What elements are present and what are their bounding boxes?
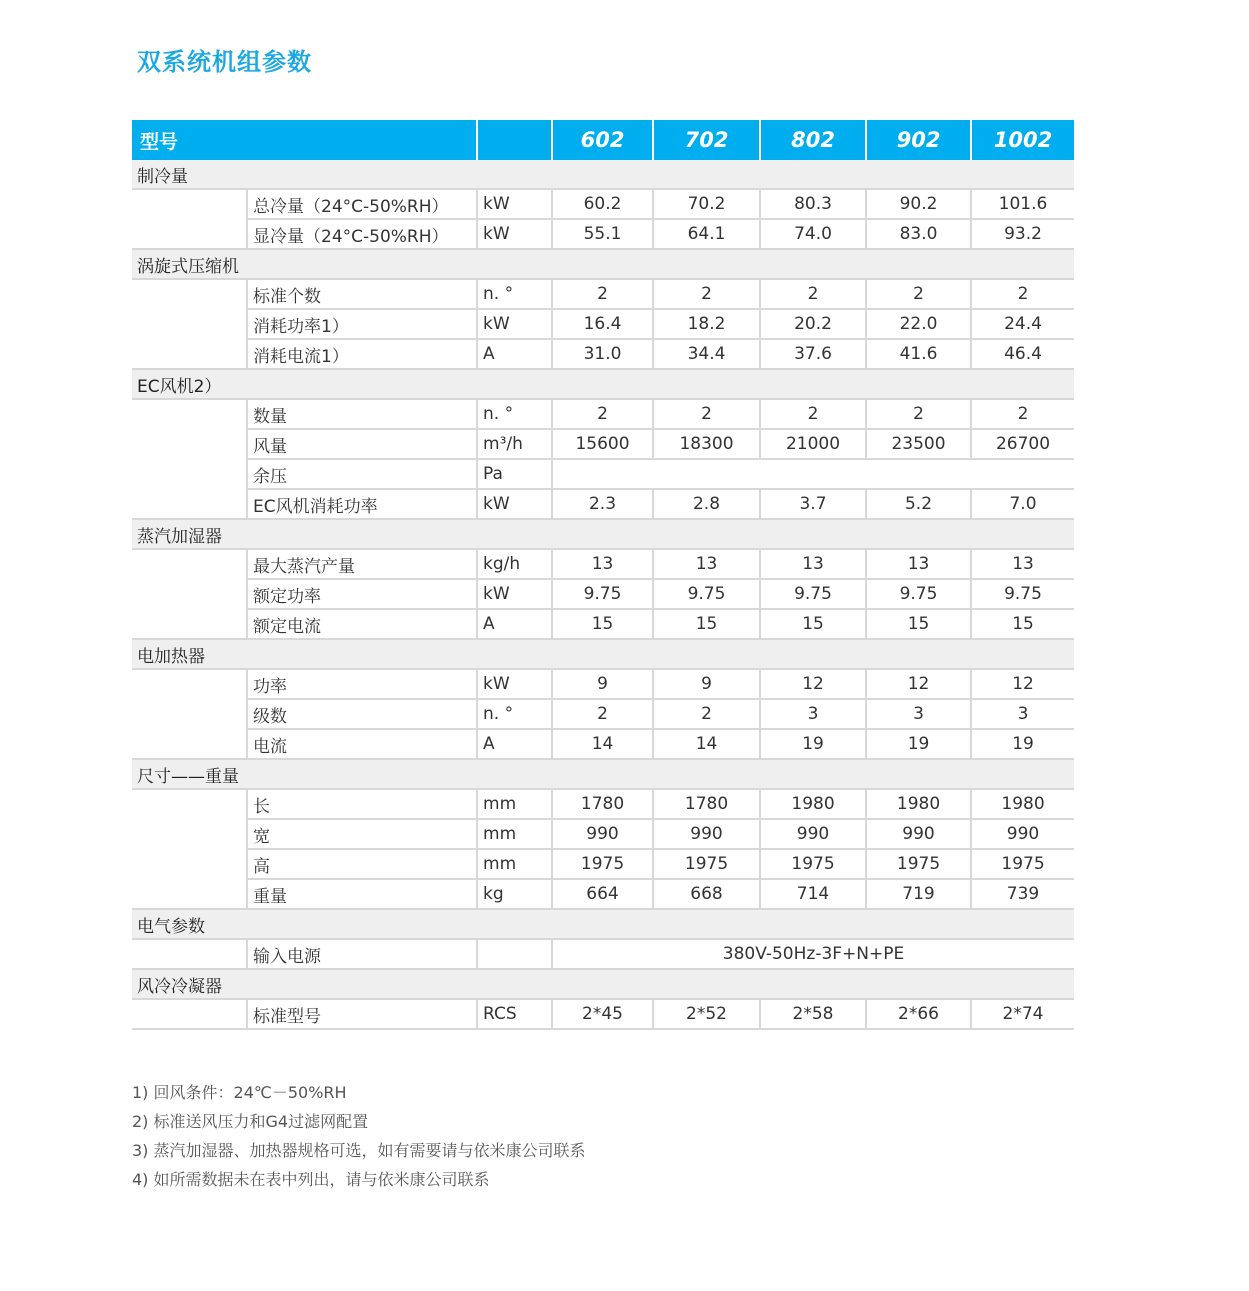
header-model-702: 702 xyxy=(653,120,760,160)
table-row xyxy=(132,579,1074,609)
header-unit-cell xyxy=(477,120,552,160)
value-cell: 13 xyxy=(971,549,1074,579)
value-cell: 2 xyxy=(552,399,653,429)
row-label: 电流 xyxy=(247,729,477,759)
category-spacer xyxy=(132,549,247,579)
category-spacer xyxy=(132,699,247,729)
table-row xyxy=(132,609,1074,639)
table-row xyxy=(132,459,1074,489)
value-cell: 55.1 xyxy=(552,219,653,249)
value-cell: 2*52 xyxy=(653,999,760,1029)
row-label: 宽 xyxy=(247,819,477,849)
category-spacer xyxy=(132,879,247,909)
value-cell: 9.75 xyxy=(971,579,1074,609)
section-row xyxy=(132,909,1074,939)
row-unit: kW xyxy=(477,219,552,249)
value-cell: 20.2 xyxy=(760,309,866,339)
table-row xyxy=(132,879,1074,909)
row-label: 消耗功率1） xyxy=(247,309,477,339)
row-label: 消耗电流1） xyxy=(247,339,477,369)
value-cell: 2 xyxy=(653,699,760,729)
category-spacer xyxy=(132,489,247,519)
section-title: 风冷冷凝器 xyxy=(132,969,1074,999)
value-cell: 9.75 xyxy=(552,579,653,609)
value-cell: 1980 xyxy=(760,789,866,819)
row-unit: kW xyxy=(477,309,552,339)
value-cell: 664 xyxy=(552,879,653,909)
value-cell: 9 xyxy=(552,669,653,699)
value-cell: 83.0 xyxy=(866,219,971,249)
value-cell: 7.0 xyxy=(971,489,1074,519)
value-cell: 739 xyxy=(971,879,1074,909)
value-cell: 12 xyxy=(971,669,1074,699)
table-row xyxy=(132,999,1074,1029)
value-cell: 2.8 xyxy=(653,489,760,519)
value-cell: 15 xyxy=(866,609,971,639)
value-cell: 14 xyxy=(653,729,760,759)
value-cell: 1975 xyxy=(971,849,1074,879)
value-cell: 2*58 xyxy=(760,999,866,1029)
value-cell: 64.1 xyxy=(653,219,760,249)
value-cell: 3 xyxy=(760,699,866,729)
category-spacer xyxy=(132,219,247,249)
row-unit: n. ° xyxy=(477,279,552,309)
category-spacer xyxy=(132,789,247,819)
table-row xyxy=(132,189,1074,219)
value-cell: 37.6 xyxy=(760,339,866,369)
row-unit: A xyxy=(477,729,552,759)
section-title: 电加热器 xyxy=(132,639,1074,669)
section-title: 蒸汽加湿器 xyxy=(132,519,1074,549)
value-cell: 1975 xyxy=(760,849,866,879)
value-cell: 74.0 xyxy=(760,219,866,249)
value-cell: 13 xyxy=(866,549,971,579)
header-model-802: 802 xyxy=(760,120,866,160)
category-spacer xyxy=(132,279,247,309)
category-spacer xyxy=(132,429,247,459)
row-unit: mm xyxy=(477,819,552,849)
table-row xyxy=(132,429,1074,459)
row-unit: Pa xyxy=(477,459,552,489)
value-cell: 5.2 xyxy=(866,489,971,519)
value-cell: 2 xyxy=(760,399,866,429)
category-spacer xyxy=(132,819,247,849)
section-title: 电气参数 xyxy=(132,909,1074,939)
value-cell: 41.6 xyxy=(866,339,971,369)
value-cell: 12 xyxy=(760,669,866,699)
value-cell: 19 xyxy=(866,729,971,759)
value-cell: 9 xyxy=(653,669,760,699)
section-title: EC风机2） xyxy=(132,369,1074,399)
category-spacer xyxy=(132,399,247,429)
row-label: 标准型号 xyxy=(247,999,477,1029)
value-cell: 1980 xyxy=(866,789,971,819)
value-cell: 2 xyxy=(552,699,653,729)
value-cell: 2 xyxy=(653,399,760,429)
header-model-label: 型号 xyxy=(132,120,477,160)
row-label: 余压 xyxy=(247,459,477,489)
value-cell: 93.2 xyxy=(971,219,1074,249)
value-cell: 13 xyxy=(760,549,866,579)
row-unit: A xyxy=(477,609,552,639)
section-row xyxy=(132,249,1074,279)
spec-table xyxy=(132,120,1074,1030)
row-label: 最大蒸汽产量 xyxy=(247,549,477,579)
section-row xyxy=(132,759,1074,789)
value-cell: 2*66 xyxy=(866,999,971,1029)
value-cell: 2.3 xyxy=(552,489,653,519)
category-spacer xyxy=(132,459,247,489)
row-unit: m³/h xyxy=(477,429,552,459)
value-cell: 14 xyxy=(552,729,653,759)
section-title: 制冷量 xyxy=(132,160,1074,189)
row-unit xyxy=(477,939,552,969)
value-cell: 15 xyxy=(552,609,653,639)
value-cell: 15 xyxy=(971,609,1074,639)
value-cell: 2*74 xyxy=(971,999,1074,1029)
row-label: 功率 xyxy=(247,669,477,699)
value-cell: 990 xyxy=(760,819,866,849)
category-spacer xyxy=(132,999,247,1029)
row-unit: RCS xyxy=(477,999,552,1029)
value-cell: 2 xyxy=(653,279,760,309)
table-row xyxy=(132,669,1074,699)
value-cell: 2 xyxy=(866,399,971,429)
value-cell: 18.2 xyxy=(653,309,760,339)
row-label: EC风机消耗功率 xyxy=(247,489,477,519)
table-row xyxy=(132,279,1074,309)
value-cell: 1780 xyxy=(653,789,760,819)
footnote: 3) 蒸汽加湿器、加热器规格可选，如有需要请与依米康公司联系 xyxy=(132,1141,586,1160)
value-cell: 12 xyxy=(866,669,971,699)
header-model-902: 902 xyxy=(866,120,971,160)
category-spacer xyxy=(132,669,247,699)
table-row xyxy=(132,309,1074,339)
row-unit: kW xyxy=(477,489,552,519)
spec-table-body xyxy=(132,160,1074,1029)
section-row xyxy=(132,639,1074,669)
merged-value-cell xyxy=(552,459,1074,489)
value-cell: 16.4 xyxy=(552,309,653,339)
value-cell: 46.4 xyxy=(971,339,1074,369)
row-unit: kW xyxy=(477,669,552,699)
row-unit: A xyxy=(477,339,552,369)
value-cell: 90.2 xyxy=(866,189,971,219)
value-cell: 668 xyxy=(653,879,760,909)
row-label: 高 xyxy=(247,849,477,879)
value-cell: 3 xyxy=(971,699,1074,729)
table-row xyxy=(132,489,1074,519)
value-cell: 2*45 xyxy=(552,999,653,1029)
row-unit: mm xyxy=(477,789,552,819)
value-cell: 15 xyxy=(760,609,866,639)
row-unit: kW xyxy=(477,579,552,609)
row-label: 输入电源 xyxy=(247,939,477,969)
value-cell: 24.4 xyxy=(971,309,1074,339)
value-cell: 1780 xyxy=(552,789,653,819)
row-unit: mm xyxy=(477,849,552,879)
row-unit: n. ° xyxy=(477,699,552,729)
value-cell: 19 xyxy=(971,729,1074,759)
value-cell: 15600 xyxy=(552,429,653,459)
table-row xyxy=(132,729,1074,759)
section-row xyxy=(132,160,1074,189)
value-cell: 719 xyxy=(866,879,971,909)
row-unit: n. ° xyxy=(477,399,552,429)
value-cell: 990 xyxy=(653,819,760,849)
table-row xyxy=(132,849,1074,879)
footnote: 2) 标准送风压力和G4过滤网配置 xyxy=(132,1112,369,1131)
merged-value-cell: 380V-50Hz-3F+N+PE xyxy=(552,939,1074,969)
category-spacer xyxy=(132,609,247,639)
page-title: 双系统机组参数 xyxy=(137,48,312,76)
category-spacer xyxy=(132,729,247,759)
value-cell: 2 xyxy=(760,279,866,309)
value-cell: 9.75 xyxy=(653,579,760,609)
value-cell: 990 xyxy=(971,819,1074,849)
table-row xyxy=(132,819,1074,849)
header-model-1002: 1002 xyxy=(971,120,1074,160)
value-cell: 31.0 xyxy=(552,339,653,369)
value-cell: 1975 xyxy=(653,849,760,879)
footnotes xyxy=(132,1078,586,1194)
value-cell: 60.2 xyxy=(552,189,653,219)
section-row xyxy=(132,969,1074,999)
value-cell: 3.7 xyxy=(760,489,866,519)
table-row xyxy=(132,549,1074,579)
row-label: 总冷量（24°C-50%RH） xyxy=(247,189,477,219)
value-cell: 2 xyxy=(971,399,1074,429)
value-cell: 990 xyxy=(552,819,653,849)
value-cell: 13 xyxy=(653,549,760,579)
value-cell: 2 xyxy=(971,279,1074,309)
category-spacer xyxy=(132,339,247,369)
row-label: 额定功率 xyxy=(247,579,477,609)
value-cell: 101.6 xyxy=(971,189,1074,219)
category-spacer xyxy=(132,939,247,969)
table-row xyxy=(132,789,1074,819)
value-cell: 23500 xyxy=(866,429,971,459)
row-unit: kg/h xyxy=(477,549,552,579)
value-cell: 70.2 xyxy=(653,189,760,219)
row-unit: kW xyxy=(477,189,552,219)
section-title: 尺寸——重量 xyxy=(132,759,1074,789)
row-unit: kg xyxy=(477,879,552,909)
category-spacer xyxy=(132,309,247,339)
value-cell: 13 xyxy=(552,549,653,579)
value-cell: 990 xyxy=(866,819,971,849)
table-row xyxy=(132,399,1074,429)
row-label: 额定电流 xyxy=(247,609,477,639)
header-model-602: 602 xyxy=(552,120,653,160)
value-cell: 1980 xyxy=(971,789,1074,819)
value-cell: 26700 xyxy=(971,429,1074,459)
table-row xyxy=(132,339,1074,369)
value-cell: 19 xyxy=(760,729,866,759)
value-cell: 2 xyxy=(552,279,653,309)
value-cell: 15 xyxy=(653,609,760,639)
value-cell: 18300 xyxy=(653,429,760,459)
value-cell: 2 xyxy=(866,279,971,309)
value-cell: 34.4 xyxy=(653,339,760,369)
row-label: 风量 xyxy=(247,429,477,459)
category-spacer xyxy=(132,189,247,219)
value-cell: 9.75 xyxy=(866,579,971,609)
value-cell: 80.3 xyxy=(760,189,866,219)
row-label: 长 xyxy=(247,789,477,819)
row-label: 重量 xyxy=(247,879,477,909)
value-cell: 714 xyxy=(760,879,866,909)
value-cell: 3 xyxy=(866,699,971,729)
row-label: 显冷量（24°C-50%RH） xyxy=(247,219,477,249)
value-cell: 1975 xyxy=(866,849,971,879)
section-title: 涡旋式压缩机 xyxy=(132,249,1074,279)
category-spacer xyxy=(132,579,247,609)
table-row xyxy=(132,699,1074,729)
footnote: 1) 回风条件：24℃－50%RH xyxy=(132,1083,347,1102)
category-spacer xyxy=(132,849,247,879)
section-row xyxy=(132,519,1074,549)
table-row xyxy=(132,939,1074,969)
value-cell: 1975 xyxy=(552,849,653,879)
table-header-row xyxy=(132,120,1074,160)
row-label: 标准个数 xyxy=(247,279,477,309)
value-cell: 9.75 xyxy=(760,579,866,609)
row-label: 级数 xyxy=(247,699,477,729)
row-label: 数量 xyxy=(247,399,477,429)
footnote: 4) 如所需数据未在表中列出，请与依米康公司联系 xyxy=(132,1170,490,1189)
table-row xyxy=(132,219,1074,249)
value-cell: 22.0 xyxy=(866,309,971,339)
section-row xyxy=(132,369,1074,399)
value-cell: 21000 xyxy=(760,429,866,459)
